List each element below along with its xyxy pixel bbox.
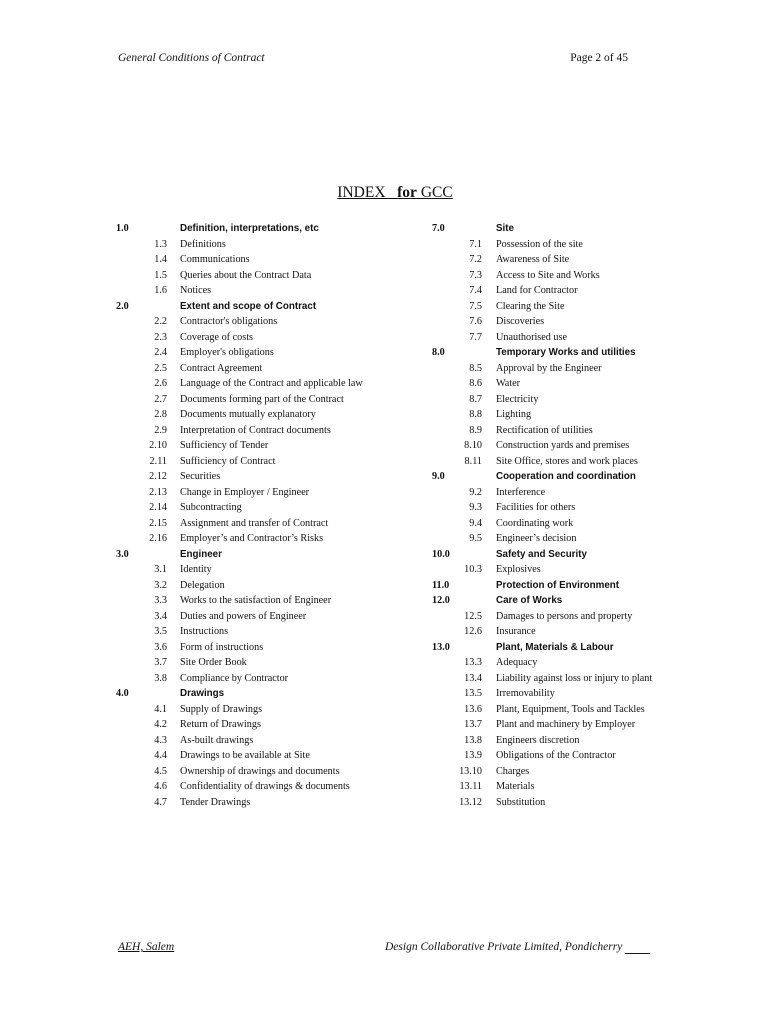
index-entry-row — [116, 500, 416, 516]
clause-number: 2.9 — [154, 424, 167, 436]
clause-number: 7.1 — [469, 238, 482, 250]
clause-number: 4.3 — [154, 734, 167, 746]
index-entry-row — [116, 655, 416, 671]
clause-number: 13.4 — [464, 672, 482, 684]
clause-label: Engineers discretion — [496, 734, 580, 746]
index-entry-row — [432, 655, 732, 671]
clause-label: Possession of the site — [496, 238, 583, 250]
clause-label: Discoveries — [496, 316, 545, 327]
clause-number: 12.6 — [464, 626, 482, 637]
clause-number: 4.5 — [154, 765, 167, 777]
clause-number: 2.2 — [154, 316, 167, 327]
index-entry-row — [432, 686, 732, 702]
section-number: 11.0 — [432, 579, 450, 591]
section-heading: Definition, interpretations, etc — [180, 223, 319, 234]
section-number: 7.0 — [432, 223, 445, 234]
clause-label: Insurance — [496, 626, 536, 637]
index-left-column — [116, 221, 416, 810]
clause-number: 9.4 — [469, 517, 482, 529]
index-entry-row — [116, 237, 416, 253]
clause-label: Securities — [180, 471, 221, 482]
index-entry-row — [432, 609, 732, 625]
section-number: 4.0 — [116, 688, 129, 699]
section-heading: Temporary Works and utilities — [496, 347, 636, 358]
index-entry-row — [116, 717, 416, 733]
clause-label: Drawings to be available at Site — [180, 750, 310, 761]
clause-number: 2.6 — [154, 378, 167, 389]
clause-number: 4.1 — [154, 703, 167, 715]
clause-number: 8.8 — [469, 409, 482, 420]
clause-number: 8.11 — [464, 455, 482, 467]
clause-label: Site Office, stores and work places — [496, 455, 638, 467]
section-number: 12.0 — [432, 595, 450, 606]
footer-right: Design Collaborative Private Limited, Pondicherry — [385, 941, 623, 953]
clause-label: Tender Drawings — [180, 796, 251, 808]
index-entry-row — [432, 237, 732, 253]
clause-number: 7.6 — [469, 316, 482, 327]
clause-label: Sufficiency of Tender — [180, 440, 269, 451]
clause-number: 13.5 — [464, 688, 482, 699]
clause-number: 4.4 — [154, 750, 167, 761]
index-entry-row — [116, 562, 416, 578]
clause-label: Sufficiency of Contract — [180, 455, 276, 467]
clause-number: 13.8 — [464, 734, 482, 746]
clause-label: Definitions — [180, 238, 226, 250]
index-entry-row — [116, 361, 416, 377]
clause-label: Construction yards and premises — [496, 440, 630, 451]
index-entry-row — [116, 392, 416, 408]
clause-label: Awareness of Site — [496, 254, 570, 265]
index-entry-row — [116, 531, 416, 547]
index-right-column — [432, 221, 732, 810]
clause-number: 3.2 — [154, 579, 167, 591]
clause-number: 1.4 — [154, 254, 167, 265]
section-number: 1.0 — [116, 223, 129, 234]
clause-label: Engineer’s decision — [496, 533, 577, 544]
clause-number: 7.7 — [469, 331, 482, 343]
index-entry-row — [432, 500, 732, 516]
index-entry-row — [116, 640, 416, 656]
clause-label: Water — [496, 378, 521, 389]
index-entry-row — [432, 252, 732, 268]
clause-label: Obligations of the Contractor — [496, 750, 616, 761]
section-number: 3.0 — [116, 548, 129, 560]
clause-number: 2.14 — [149, 502, 167, 513]
index-entry-row — [116, 733, 416, 749]
index-entry-row — [116, 438, 416, 454]
clause-number: 3.3 — [154, 595, 167, 606]
clause-label: Explosives — [496, 564, 541, 575]
clause-number: 13.11 — [459, 781, 482, 792]
index-section-row — [432, 593, 732, 609]
clause-number: 13.12 — [459, 796, 482, 808]
index-entry-row — [116, 407, 416, 423]
clause-label: Coverage of costs — [180, 331, 253, 343]
index-section-row — [116, 547, 416, 563]
index-entry-row — [116, 268, 416, 284]
index-title — [0, 184, 768, 202]
index-entry-row — [116, 516, 416, 532]
section-heading: Extent and scope of Contract — [180, 300, 317, 312]
index-section-row — [116, 299, 416, 315]
index-entry-row — [116, 330, 416, 346]
clause-label: Ownership of drawings and documents — [180, 765, 340, 777]
clause-number: 2.7 — [154, 393, 167, 405]
clause-label: Interpretation of Contract documents — [180, 424, 331, 436]
clause-label: Contractor's obligations — [180, 316, 278, 327]
clause-label: Substitution — [496, 796, 546, 808]
index-entry-row — [432, 764, 732, 780]
clause-label: Documents forming part of the Contract — [180, 393, 344, 405]
clause-number: 8.6 — [469, 378, 482, 389]
index-entry-row — [432, 407, 732, 423]
index-title-main: INDEX — [337, 184, 386, 201]
clause-number: 2.5 — [154, 362, 167, 374]
clause-number: 13.9 — [464, 750, 482, 761]
clause-label: Employer's obligations — [180, 347, 274, 358]
index-entry-row — [432, 671, 732, 687]
clause-label: Materials — [496, 781, 535, 792]
clause-number: 2.11 — [149, 455, 167, 467]
clause-label: Interference — [496, 486, 546, 498]
clause-label: Confidentiality of drawings & documents — [180, 781, 350, 792]
clause-label: Compliance by Contractor — [180, 672, 289, 684]
clause-number: 2.4 — [154, 347, 167, 358]
clause-number: 2.12 — [149, 471, 167, 482]
clause-number: 7.4 — [469, 285, 482, 296]
index-section-row — [432, 578, 732, 594]
index-entry-row — [432, 438, 732, 454]
clause-number: 2.10 — [149, 440, 167, 451]
clause-number: 2.15 — [149, 517, 167, 529]
clause-number: 2.16 — [149, 533, 167, 544]
index-entry-row — [432, 748, 732, 764]
clause-label: Contract Agreement — [180, 362, 263, 374]
clause-number: 1.3 — [154, 238, 167, 250]
index-entry-row — [116, 764, 416, 780]
index-section-row — [432, 547, 732, 563]
clause-number: 2.8 — [154, 409, 167, 420]
clause-label: Queries about the Contract Data — [180, 269, 312, 281]
clause-number: 9.5 — [469, 533, 482, 544]
clause-label: Irremovability — [496, 688, 555, 699]
clause-label: Coordinating work — [496, 517, 574, 529]
clause-label: Clearing the Site — [496, 300, 565, 312]
clause-number: 1.6 — [154, 285, 167, 296]
clause-label: Subcontracting — [180, 502, 242, 513]
index-entry-row — [116, 779, 416, 795]
section-number: 2.0 — [116, 300, 129, 312]
clause-number: 7.2 — [469, 254, 482, 265]
index-entry-row — [116, 578, 416, 594]
index-entry-row — [432, 485, 732, 501]
index-entry-row — [432, 283, 732, 299]
clause-number: 3.7 — [154, 657, 167, 668]
index-entry-row — [432, 516, 732, 532]
index-entry-row — [116, 593, 416, 609]
clause-label: Electricity — [496, 393, 539, 405]
index-entry-row — [116, 423, 416, 439]
clause-label: Supply of Drawings — [180, 703, 263, 715]
index-entry-row — [432, 702, 732, 718]
clause-label: Communications — [180, 254, 250, 265]
index-entry-row — [432, 717, 732, 733]
clause-label: Access to Site and Works — [496, 269, 600, 281]
clause-label: Form of instructions — [180, 641, 264, 653]
index-entry-row — [116, 702, 416, 718]
footer-rule — [625, 941, 650, 954]
clause-label: Works to the satisfaction of Engineer — [180, 595, 332, 606]
index-entry-row — [116, 609, 416, 625]
clause-label: Rectification of utilities — [496, 424, 593, 436]
index-entry-row — [116, 376, 416, 392]
index-entry-row — [432, 562, 732, 578]
clause-number: 3.4 — [154, 610, 167, 622]
index-entry-row — [116, 485, 416, 501]
clause-label: Delegation — [180, 579, 225, 591]
page-footer — [118, 941, 650, 953]
clause-number: 3.5 — [154, 626, 167, 637]
clause-label: Return of Drawings — [180, 719, 261, 730]
index-section-row — [116, 221, 416, 237]
clause-label: Facilities for others — [496, 502, 576, 513]
section-heading: Drawings — [180, 688, 225, 699]
clause-label: Charges — [496, 765, 530, 777]
index-entry-row — [432, 268, 732, 284]
page-header — [118, 52, 630, 64]
index-entry-row — [432, 795, 732, 811]
index-entry-row — [432, 454, 732, 470]
index-entry-row — [116, 624, 416, 640]
clause-number: 3.6 — [154, 641, 167, 653]
index-entry-row — [432, 361, 732, 377]
index-entry-row — [432, 733, 732, 749]
section-heading: Plant, Materials & Labour — [496, 641, 614, 653]
section-heading: Care of Works — [496, 595, 563, 606]
clause-label: Duties and powers of Engineer — [180, 610, 307, 622]
clause-number: 12.5 — [464, 610, 482, 622]
clause-label: Plant, Equipment, Tools and Tackles — [496, 703, 645, 715]
index-entry-row — [432, 779, 732, 795]
clause-label: Language of the Contract and applicable law — [180, 378, 363, 389]
clause-number: 2.3 — [154, 331, 167, 343]
index-entry-row — [116, 748, 416, 764]
clause-label: Lighting — [496, 409, 532, 420]
section-heading: Cooperation and coordination — [496, 471, 636, 482]
clause-number: 9.2 — [469, 486, 482, 498]
index-entry-row — [116, 314, 416, 330]
clause-label: Approval by the Engineer — [496, 362, 602, 374]
clause-label: Documents mutually explanatory — [180, 409, 316, 420]
clause-number: 10.3 — [464, 564, 482, 575]
index-entry-row — [432, 624, 732, 640]
index-entry-row — [432, 392, 732, 408]
clause-number: 4.2 — [154, 719, 167, 730]
index-section-row — [432, 221, 732, 237]
clause-number: 13.3 — [464, 657, 482, 668]
section-number: 9.0 — [432, 471, 445, 482]
index-entry-row — [116, 671, 416, 687]
index-entry-row — [432, 314, 732, 330]
section-number: 13.0 — [432, 641, 450, 653]
clause-number: 3.8 — [154, 672, 167, 684]
clause-number: 13.6 — [464, 703, 482, 715]
index-entry-row — [116, 454, 416, 470]
index-entry-row — [116, 252, 416, 268]
clause-label: Land for Contractor — [496, 285, 578, 296]
index-entry-row — [116, 795, 416, 811]
clause-number: 4.6 — [154, 781, 167, 792]
clause-label: Assignment and transfer of Contract — [180, 517, 329, 529]
document-title: General Conditions of Contract — [118, 52, 265, 64]
clause-label: Plant and machinery by Employer — [496, 719, 636, 730]
clause-number: 8.10 — [464, 440, 482, 451]
clause-label: Employer’s and Contractor’s Risks — [180, 533, 324, 544]
clause-number: 8.5 — [469, 362, 482, 374]
clause-label: Site Order Book — [180, 657, 247, 668]
clause-label: Identity — [180, 564, 212, 575]
clause-number: 3.1 — [154, 564, 167, 575]
clause-label: As-built drawings — [180, 734, 254, 746]
page-number: Page 2 of 45 — [570, 52, 628, 64]
clause-label: Instructions — [180, 626, 229, 637]
index-section-row — [432, 345, 732, 361]
index-section-row — [116, 686, 416, 702]
clause-number: 1.5 — [154, 269, 167, 281]
index-section-row — [432, 640, 732, 656]
index-entry-row — [432, 423, 732, 439]
clause-number: 7.3 — [469, 269, 482, 281]
clause-label: Unauthorised use — [496, 331, 568, 343]
section-number: 10.0 — [432, 548, 450, 560]
clause-number: 7.5 — [469, 300, 482, 312]
clause-label: Change in Employer / Engineer — [180, 486, 310, 498]
index-title-for: for — [397, 184, 417, 201]
index-entry-row — [116, 469, 416, 485]
clause-number: 4.7 — [154, 796, 167, 808]
index-title-suffix: GCC — [420, 184, 453, 201]
clause-label: Liability against loss or injury to plant — [496, 672, 653, 684]
clause-label: Damages to persons and property — [496, 610, 633, 622]
clause-number: 8.9 — [469, 424, 482, 436]
clause-label: Adequacy — [496, 657, 538, 668]
section-heading: Safety and Security — [496, 548, 587, 560]
clause-label: Notices — [180, 285, 212, 296]
index-entry-row — [432, 531, 732, 547]
section-heading: Engineer — [180, 548, 222, 560]
clause-number: 13.7 — [464, 719, 482, 730]
clause-number: 9.3 — [469, 502, 482, 513]
index-entry-row — [116, 345, 416, 361]
clause-number: 2.13 — [149, 486, 167, 498]
index-entry-row — [116, 283, 416, 299]
clause-number: 13.10 — [459, 765, 482, 777]
index-entry-row — [432, 299, 732, 315]
clause-number: 8.7 — [469, 393, 482, 405]
index-entry-row — [432, 330, 732, 346]
section-heading: Protection of Environment — [496, 579, 620, 591]
section-heading: Site — [496, 223, 514, 234]
index-section-row — [432, 469, 732, 485]
index-entry-row — [432, 376, 732, 392]
footer-left: AEH, Salem — [118, 941, 175, 953]
section-number: 8.0 — [432, 347, 445, 358]
